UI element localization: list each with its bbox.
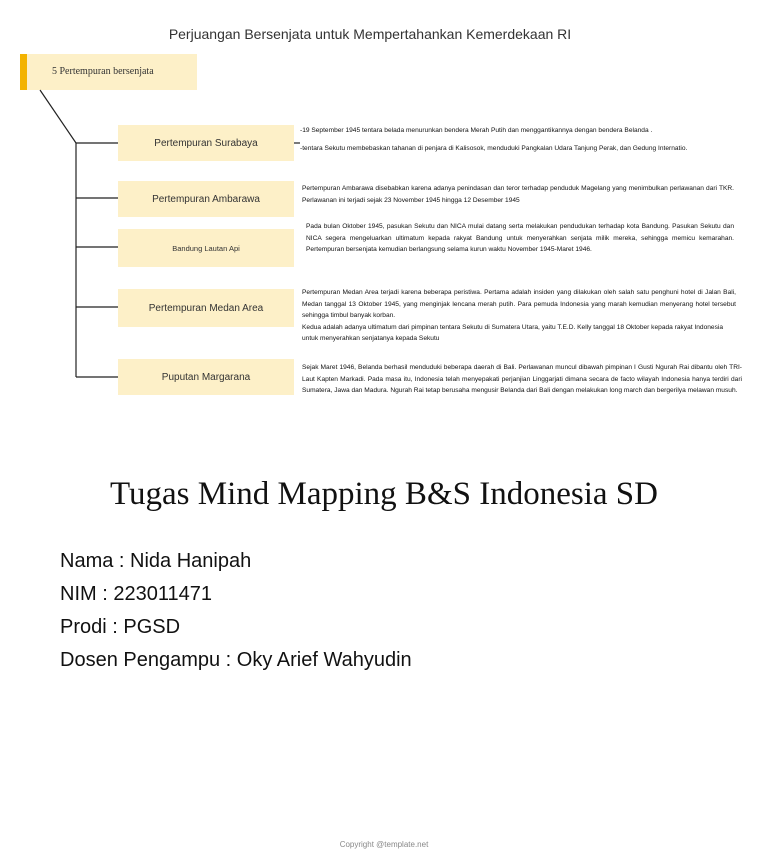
branch-desc-medan-line: Kedua adalah adanya ultimatum dari pimpinan tentara Sekutu di Sumatera Utara, yaitu T.E.D. Kelly tanggal 18 Oktober kepada rakyat Indonesia untuk menyerahkan senjatanya kepada Sekutu: [302, 323, 724, 342]
lecturer-name: Dosen Pengampu : Oky Arief Wahyudin: [60, 649, 412, 671]
branch-desc-surabaya: [300, 125, 750, 154]
student-nim: NIM : 223011471: [60, 583, 212, 605]
root-node-label: 5 Pertempuran bersenjata: [52, 66, 154, 77]
assignment-title: Tugas Mind Mapping B&S Indonesia SD: [110, 476, 658, 512]
branch-node-surabaya: Pertempuran Surabaya: [118, 125, 294, 161]
branch-desc-surabaya-line: -19 September 1945 tentara belada menurunkan bendera Merah Putih dan menggantikannya dengan bendera Belanda .: [300, 127, 653, 134]
student-name: Nama : Nida Hanipah: [60, 550, 252, 572]
branch-desc-margarana: [302, 362, 742, 397]
branch-desc-ambarawa-line: Pertempuran Ambarawa disebabkan karena adanya penindasan dan teror terhadap penduduk Magelang yang menimbulkan perlawanan dari TKR. Perlawanan ini terjadi sejak 23 November 1945 hingga 12 Desember 1945: [302, 185, 734, 204]
branch-node-medan-area: Pertempuran Medan Area: [118, 289, 294, 327]
branch-desc-margarana-line: Sejak Maret 1946, Belanda berhasil menduduki beberapa daerah di Bali. Perlawanan muncul dibawah pimpinan I Gusti Ngurah Rai dibantu oleh TRI-Laut Kapten Markadi. Pada masa itu, Indonesia telah menyepakati perjanjian Linggarjati dimana secara de facto wilayah Indonesia hanya terdiri dari Sumatera, Jawa dan Madura. Ngurah Rai tetap berusaha mengusir Belanda dari Bali dengan melakukan long march dan bergerilya melawan musuh.: [302, 364, 742, 394]
branch-node-bandung: Bandung Lautan Api: [118, 229, 294, 267]
branch-desc-ambarawa: [302, 183, 734, 206]
branch-desc-bandung-line: Pada bulan Oktober 1945, pasukan Sekutu dan NICA mulai datang serta melakukan pendudukan terhadap kota Bandung. Pasukan Sekutu dan NICA segera mengeluarkan ultimatum kepada rakyat Bandung untuk menyerahkan senjata milik mereka, sehingga memicu kemarahan. Pertempuran bersenjata kemudian berlangsung selama kurun waktu November 1945-Maret 1946.: [306, 223, 734, 253]
branch-desc-surabaya-line: -tentara Sekutu membebaskan tahanan di penjara di Kalisosok, menduduki Pangkalan Udara Tanjung Perak, dan Gedung Internatio.: [300, 144, 688, 152]
mindmap-title: Perjuangan Bersenjata untuk Mempertahankan Kemerdekaan RI: [168, 26, 572, 42]
branch-node-ambarawa: Pertempuran Ambarawa: [118, 181, 294, 217]
copyright-footer: Copyright @template.net: [339, 840, 429, 849]
branch-desc-bandung: [306, 221, 734, 256]
student-prodi: Prodi : PGSD: [60, 616, 181, 638]
branch-desc-medan-area: [302, 287, 736, 345]
branch-node-margarana: Puputan Margarana: [118, 359, 294, 395]
branch-desc-medan-line: Pertempuran Medan Area terjadi karena beberapa peristiwa. Pertama adalah insiden yang dilakukan oleh salah satu penghuni hotel di Jalan Bali, Medan tanggal 13 Oktober 1945, yang menginjak lencana merah putih. Para pemuda Indonesia yang marah kemudian menyerang hotel tersebut sehingga timbul banyak korban.: [302, 289, 736, 319]
